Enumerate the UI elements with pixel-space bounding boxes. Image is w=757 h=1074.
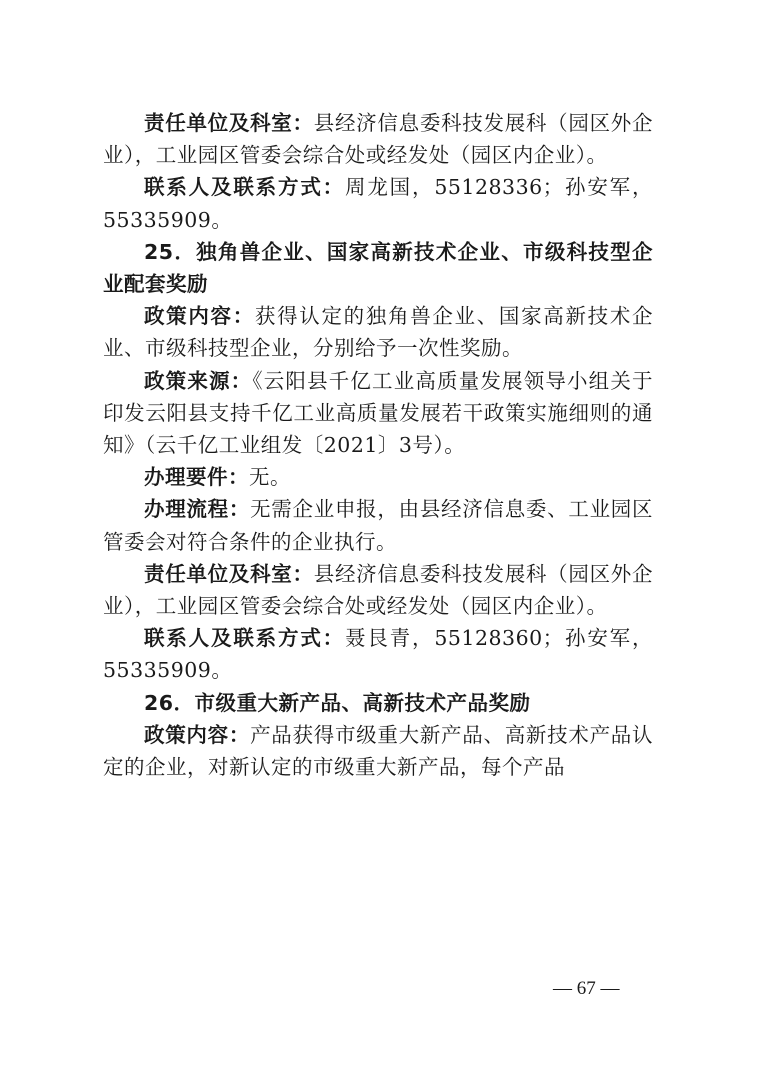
field-label: 联系人及联系方式： [144, 175, 345, 200]
field-text: 无。 [249, 465, 291, 490]
field-label: 办理要件： [144, 465, 249, 490]
paragraph-contact-25 [103, 622, 653, 686]
field-label: 联系人及联系方式： [144, 626, 345, 651]
section-heading-26: 26．市级重大新产品、高新技术产品奖励 [144, 690, 531, 715]
paragraph-responsible-unit-1 [103, 107, 653, 171]
section-heading-25: 25．独角兽企业、国家高新技术企业、市级科技型企业配套奖励 [103, 239, 653, 297]
field-text: 县经济信息委科技发展科（园区外企业），工业园区管委会综合处或经发处（园区内企业）。 [103, 111, 654, 168]
paragraph-contact-1 [103, 171, 653, 235]
field-text: 产品获得市级重大新产品、高新技术产品认定的企业，对新认定的市级重大新产品，每个产品 [103, 722, 654, 780]
field-label: 政策来源： [144, 368, 253, 393]
field-text: 周龙国，55128336；孙安军，55335909。 [103, 175, 654, 232]
document-body [103, 107, 653, 783]
paragraph-policy-source-25 [103, 365, 653, 462]
paragraph-procedure-25 [103, 493, 653, 557]
paragraph-policy-content-26 [103, 719, 653, 783]
field-label: 责任单位及科室： [144, 111, 314, 135]
paragraph-required-documents-25 [103, 461, 653, 493]
field-text: 无需企业申报，由县经济信息委、工业园区管委会对符合条件的企业执行。 [103, 497, 654, 554]
field-text: 《云阳县千亿工业高质量发展领导小组关于印发云阳县支持千亿工业高质量发展若干政策实施细则的通知》（云千亿工业组发〔2021〕3号）。 [103, 368, 654, 458]
field-text: 聂艮青，55128360；孙安军，55335909。 [103, 626, 654, 683]
field-label: 责任单位及科室： [144, 561, 314, 586]
field-text: 县经济信息委科技发展科（园区外企业），工业园区管委会综合处或经发处（园区内企业）。 [103, 561, 654, 619]
paragraph-policy-content-25 [103, 300, 653, 364]
field-label: 政策内容： [144, 304, 255, 329]
field-text: 获得认定的独角兽企业、国家高新技术企业、市级科技型企业，分别给予一次性奖励。 [103, 304, 654, 361]
field-label: 政策内容： [144, 722, 251, 747]
field-label: 办理流程： [144, 497, 251, 522]
paragraph-responsible-unit-25 [103, 558, 653, 622]
page-number: — 67 — [553, 978, 620, 999]
